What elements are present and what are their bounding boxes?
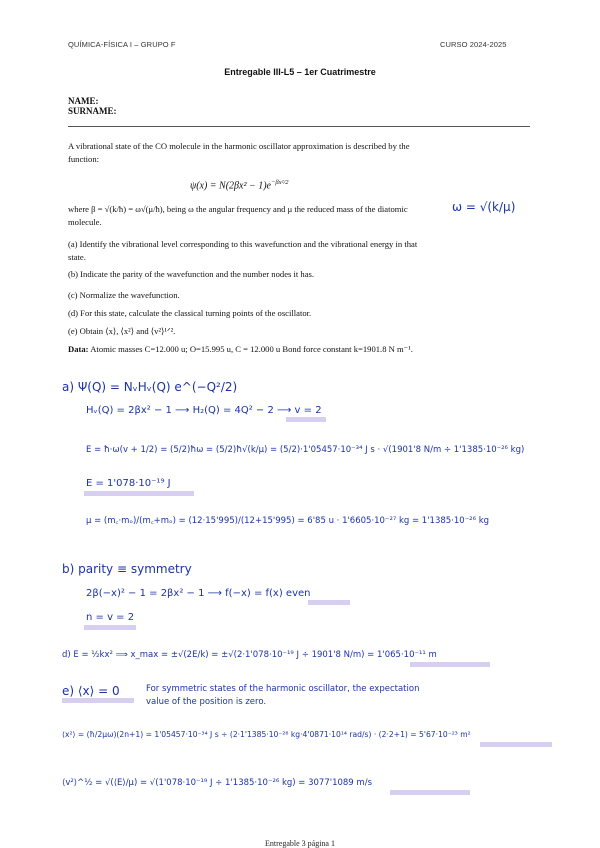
divider	[68, 126, 530, 127]
part-a: (a) Identify the vibrational level corresponding to this wavefunction and the vibrational energy in that state.	[68, 239, 418, 262]
formula-main: ψ(x) = N(2βx² − 1)e	[190, 180, 271, 192]
part-b: (b) Indicate the parity of the wavefunction and the number nodes it has.	[68, 269, 315, 279]
answer-a-reduced-mass: μ = (m꜀·mₒ)/(m꜀+mₒ) = (12·15'995)/(12+15'995) = 6'85 u · 1'6605·10⁻²⁷ kg = 1'1385·10⁻²⁶ kg	[86, 516, 490, 526]
problem-intro: A vibrational state of the CO molecule in the harmonic oscillator approximation is described by the function:	[68, 141, 410, 164]
highlight-even	[308, 600, 350, 605]
data-label: Data:	[68, 344, 89, 354]
answer-b-nodes: n = v = 2	[86, 612, 135, 623]
highlight-nodes	[84, 625, 136, 630]
answer-e-position: e) ⟨x⟩ = 0	[62, 684, 120, 698]
answer-a-wavefunction: a) Ψ(Q) = NᵥHᵥ(Q) e^(−Q²/2)	[62, 380, 238, 394]
answer-e-note-line1: For symmetric states of the harmonic oscillator, the expectation	[146, 684, 420, 694]
highlight-turning-points	[410, 662, 490, 667]
name-label: NAME:	[68, 96, 99, 106]
data-line	[68, 343, 434, 356]
where-text: where β = √(k/ħ) = ω√(μ/ħ), being ω the angular frequency and μ the reduced mass of the diatomic molecule.	[68, 204, 408, 227]
formula-exponent: −βx²/2	[271, 179, 289, 186]
part-e: (e) Obtain ⟨x⟩, ⟨x²⟩ and ⟨v²⟩¹ᐟ².	[68, 326, 176, 336]
page-footer: Entregable 3 página 1	[265, 839, 335, 848]
answer-e-note-line2: value of the position is zero.	[146, 697, 267, 707]
data-text: Atomic masses C=12.000 u; O=15.995 u, C = 12.000 u Bond force constant k=1901.8 N m⁻¹.	[90, 344, 413, 354]
part-c: (c) Normalize the wavefunction.	[68, 290, 180, 300]
answer-d-turning-points: d) E = ½kx² ⟹ x_max = ±√(2E/k) = ±√(2·1'078·10⁻¹⁹ J ÷ 1901'8 N/m) = 1'065·10⁻¹¹ m	[62, 650, 437, 660]
part-d: (d) For this state, calculate the classical turning points of the oscillator.	[68, 308, 312, 318]
highlight-energy	[84, 491, 194, 496]
omega-note: ω = √(k/μ)	[452, 200, 516, 214]
document-title: Entregable III-L5 – 1er Cuatrimestre	[224, 67, 376, 77]
year-header: CURSO 2024-2025	[440, 40, 507, 49]
highlight-v2	[390, 790, 470, 795]
course-header: QUÍMICA-FÍSICA I – GRUPO F	[68, 40, 176, 49]
wavefunction-formula	[190, 179, 289, 191]
answer-e-x2: ⟨x²⟩ = (ħ/2μω)(2n+1) = 1'05457·10⁻³⁴ J s ÷ (2·1'1385·10⁻²⁶ kg·4'0871·10¹⁴ rad/s) · (2·2+1) = 5'67·10⁻²³ m²	[62, 730, 471, 739]
highlight-position	[62, 698, 134, 703]
answer-a-energy-result: E = 1'078·10⁻¹⁹ J	[86, 478, 171, 489]
surname-label: SURNAME:	[68, 106, 117, 116]
highlight-v	[286, 417, 326, 422]
answer-b-symmetry: 2β(−x)² − 1 = 2βx² − 1 ⟶ f(−x) = f(x) even	[86, 588, 311, 599]
highlight-x2	[480, 742, 552, 747]
answer-a-energy-calc: E = ħ·ω(v + 1/2) = (5/2)ħω = (5/2)ħ√(k/μ) = (5/2)·1'05457·10⁻³⁴ J s · √(1901'8 N/m ÷ 1'1385·10⁻²⁶ kg)	[86, 445, 525, 455]
answer-b-parity: b) parity ≡ symmetry	[62, 562, 192, 576]
answer-e-v2: ⟨v²⟩^½ = √(⟨E⟩/μ) = √(1'078·10⁻¹⁹ J ÷ 1'1385·10⁻²⁶ kg) = 3077'1089 m/s	[62, 778, 372, 788]
answer-a-hermite: Hᵥ(Q) = 2βx² − 1 ⟶ H₂(Q) = 4Q² − 2 ⟶ v = 2	[86, 405, 322, 416]
